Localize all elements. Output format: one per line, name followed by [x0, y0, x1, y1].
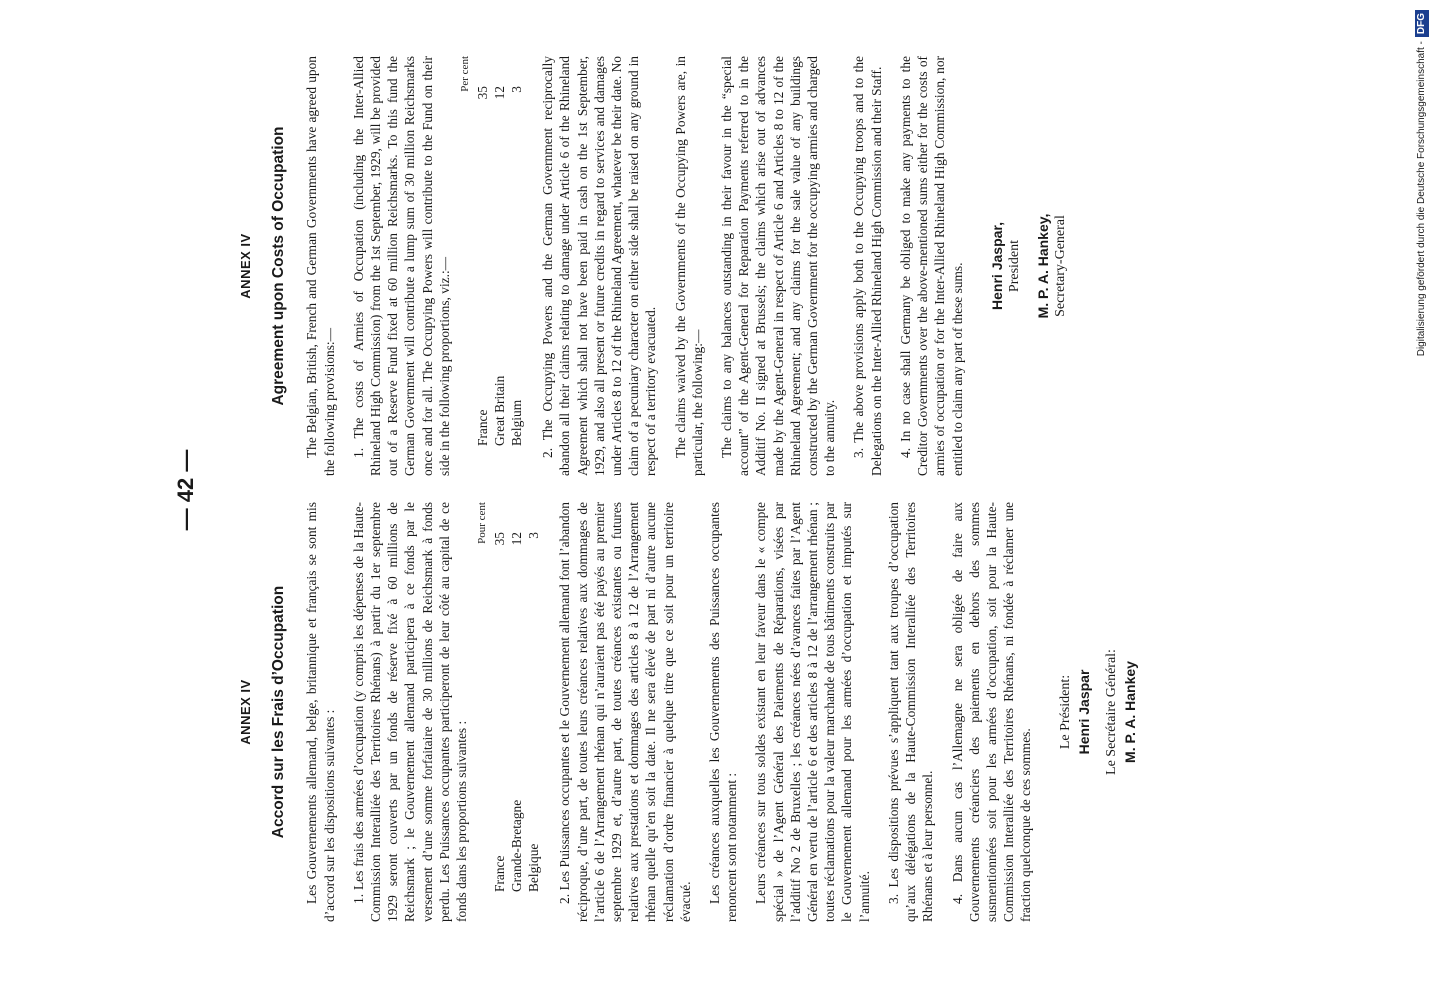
paragraph-2-fr: 2. Les Puissances occupantes et le Gouvernement allemand font l’abandon réciproque, d’une part, de toutes leurs créances relatives aux dommages de l’article 6 de l’Arrangement rhénan qui n’auraient pas été payés au premier septembre 1929 et, d’autre part, de toutes créances existantes ou futures relatives aux prestations et dommages des articles 8 à 12 de l’Arrangement rhénan quelle qu’en soit la date. Il ne sera élevé de part ni d’autre aucune réclamation d’ordre financier à quelque titre que ce soit pour un territoire évacué.: [557, 502, 693, 922]
annex-heading-en: ANNEX IV: [238, 233, 253, 299]
signatures-fr: [1057, 502, 1139, 922]
english-column: [237, 56, 1070, 476]
unit-label-fr: Pour cent: [476, 502, 489, 544]
title-fr: Accord sur les Frais d’Occupation: [270, 585, 288, 839]
signature-role: President: [1006, 239, 1022, 293]
rotated-page: [137, 20, 1297, 960]
paragraph-2-en: 2. The Occupying Powers and the German Government reciprocally abandon all their claims relating to damage under Article 6 of the Rhineland Agreement which shall not have been paid in cash on the 1st September, 1929, and also all present or future credits in regard to services and damages under Articles 8 to 12 of the Rhineland Agreement, whatever be their date. No claim of a pecuniary character on either side shall be raised on any ground in respect of a territory evacuated.: [540, 56, 659, 476]
dfg-logo: DFG: [1415, 10, 1429, 37]
paragraph-6-en: 4. In no case shall Germany be obliged to make any payments to the Creditor Governments over the above-mentioned sums either for the costs of armies of occupation or for the Inter-Allied Rhineland High Commission, nor entitled to claim any part of these sums.: [897, 56, 965, 476]
signature-role: Le Secrétaire Général:: [1103, 649, 1119, 775]
signature-name: M. P. A. Hankey,: [1034, 213, 1051, 319]
signature-name: M. P. A. Hankey: [1121, 661, 1138, 763]
intro-en: The Belgian, British, French and German Governments have agreed upon the following provisions:—: [304, 56, 337, 476]
paragraph-4-fr: Leurs créances sur tous soldes existant en leur faveur dans le « compte spécial » de l’Agent Général des Paiements de Réparations, visées par l’additif No 2 de Bruxelles ; les créances nées d’avances faites par l’Agent Général en vertu de l’article 6 et des articles 8 à 12 de l’arrangement rhénan ; toutes réclamations pour la valeur marchande de tous bâtiments construits par le Gouvernement allemand pour les armées d’occupation et imputés sur l’annuité.: [753, 502, 872, 922]
country-cell: Belgium: [509, 399, 525, 446]
value-cell: 3: [526, 532, 542, 539]
proportions-table-fr: [491, 532, 542, 892]
title-en: Agreement upon Costs of Occupation: [270, 126, 288, 406]
table-row: [491, 532, 508, 892]
signature-name: Henri Jaspar: [1075, 669, 1092, 755]
value-cell: 35: [492, 532, 508, 546]
paragraph-1-fr: 1. Les frais des armées d’occupation (y compris les dépenses de la Haute-Commission Interalliée des Territoires Rhénans) à partir du 1er septembre 1929 seront couverts par un fonds de réserve fixé à 60 millions de Reichsmark ; le Gouvernement allemand participera à ce fonds par le versement d’une somme forfaitaire de 30 millions de Reichsmark à fonds perdu. Les Puissances occupantes participeront de leur côté au capital de ce fonds dans les proportions suivantes :: [350, 502, 470, 922]
table-row: [491, 86, 508, 446]
unit-label-en: Per cent: [459, 56, 472, 92]
table-row: [525, 532, 542, 892]
table-row: [508, 86, 525, 446]
value-cell: 3: [509, 86, 525, 93]
signature-role: Secretary-General: [1052, 215, 1068, 317]
value-cell: 12: [492, 86, 508, 100]
country-cell: Great Britain: [492, 375, 508, 446]
country-cell: Belgique: [526, 843, 542, 892]
paragraph-1-en: 1. The costs of Armies of Occupation (including the Inter-Allied Rhineland High Commission) from the 1st September, 1929, will be provided out of a Reserve Fund fixed at 60 million Reichsmarks. To this fund the German Government will contribute a lump sum of 30 million Reichsmarks once and for all. The Occupying Powers will contribute to the Fund on their side in the following proportions, viz.:—: [350, 56, 452, 476]
proportions-table-en: [474, 86, 525, 446]
paragraph-3-fr: Les créances auxquelles les Gouvernements des Puissances occupantes renoncent sont notamment :: [707, 502, 740, 922]
country-cell: France: [475, 409, 491, 446]
table-row: [474, 86, 491, 446]
paragraph-3-en: The claims waived by the Governments of the Occupying Powers are, in particular, the following:—: [672, 56, 705, 476]
digitization-credit: [1410, 10, 1434, 400]
value-cell: 12: [509, 532, 525, 546]
value-cell: 35: [475, 86, 491, 100]
french-column: [237, 502, 1149, 922]
annex-heading-fr: ANNEX IV: [238, 679, 253, 745]
page-number: — 42 —: [173, 449, 198, 531]
paragraph-4-en: The claims to any balances outstanding in their favour in the “special account” of the Agent-General for Reparation Payments referred to in the Additif No. II signed at Brussels; the claims which arise out of advances made by the Agent-General in respect of Article 6 and Articles 8 to 12 of the Rhineland Agreement; and any claims for the sale value of any buildings constructed by the German Government for the occupying armies and charged to the annuity.: [719, 56, 838, 476]
signatures-en: [988, 56, 1070, 476]
paragraph-5-en: 3. The above provisions apply both to the Occupying troops and to the Delegations on the Inter-Allied Rhineland High Commission and their Staff.: [851, 56, 884, 476]
country-cell: France: [492, 855, 508, 892]
country-cell: Grande-Bretagne: [509, 799, 525, 892]
table-row: [508, 532, 525, 892]
paragraph-5-fr: 3. Les dispositions prévues s’appliquent tant aux troupes d’occupation qu’aux délégations de la Haute-Commission Interalliée des Territoires Rhénans et à leur personnel.: [885, 502, 936, 922]
intro-fr: Les Gouvernements allemand, belge, britannique et français se sont mis d’accord sur les dispositions suivantes :: [304, 502, 337, 922]
credit-text: Digitalisierung gefördert durch die Deutsche Forschungsgemeinschaft -: [1416, 41, 1427, 357]
paragraph-6-fr: 4. Dans aucun cas l’Allemagne ne sera obligée de faire aux Gouvernements créanciers des paiements en dehors des sommes susmentionnées soit pour les armées d’occupation, soit pour la Haute-Commission Interalliée des Territoires Rhénans, ni fondée à réclamer une fraction quelconque de ces sommes.: [949, 502, 1034, 922]
signature-name: Henri Jaspar,: [988, 222, 1005, 310]
signature-role: Le Président:: [1057, 674, 1073, 750]
